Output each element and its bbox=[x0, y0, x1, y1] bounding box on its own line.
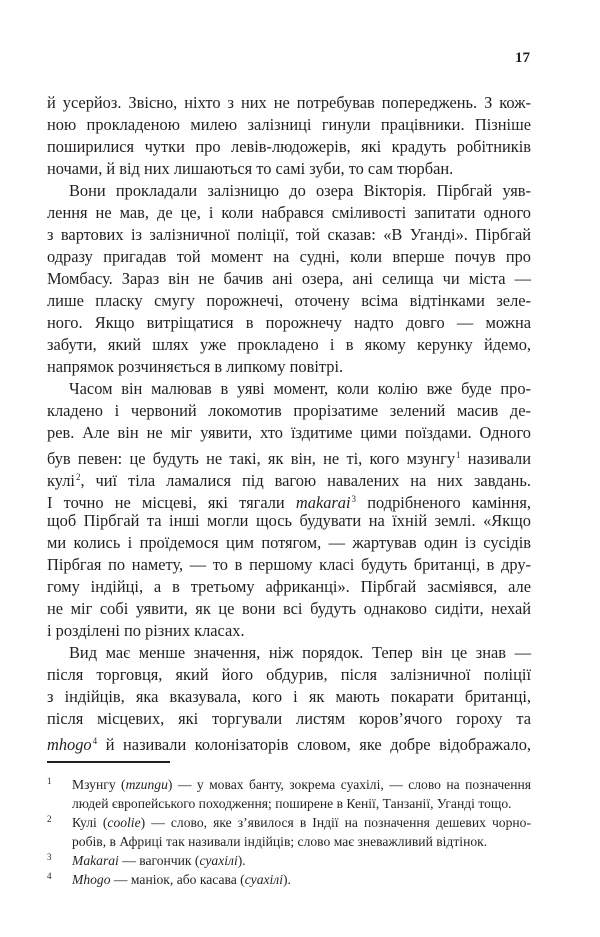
footnote-ref: 3 bbox=[351, 494, 357, 504]
text-line bbox=[47, 180, 531, 202]
text-run: ночами, й від них лишаються то самі зуби, то сам тюрбан. bbox=[47, 159, 454, 178]
text-run: щоб Пірбгай та інші могли щось будувати на їхній землі. «Якщо bbox=[47, 511, 531, 530]
text-run: Кулі ( bbox=[72, 815, 108, 830]
text-run: І точно не місцеві, які тягали bbox=[47, 493, 296, 512]
footnote-ref: 1 bbox=[456, 450, 461, 460]
text-run: лише пласку смугу порожнечі, оточену всіма відтінками зеле- bbox=[47, 291, 531, 310]
footnote-number: 1 bbox=[47, 776, 52, 786]
text-line bbox=[47, 620, 531, 642]
text-run: ) — слово, яке з’явилося в Індії на позначення дешевих чорно- bbox=[140, 815, 532, 830]
footnote-line bbox=[72, 870, 531, 889]
text-run: ) — у мовах банту, зокрема суахілі, — слово на позначення bbox=[167, 777, 531, 792]
text-line bbox=[47, 334, 531, 356]
text-line bbox=[47, 312, 531, 334]
text-run: був певен: це будуть не такі, як він, не ті, кого мзунгу bbox=[47, 449, 456, 468]
text-line bbox=[47, 730, 531, 752]
text-run: одразу пригадав той момент на судні, коли вперше почув про bbox=[47, 247, 531, 266]
text-line bbox=[47, 510, 531, 532]
text-run: Мзунгу ( bbox=[72, 777, 126, 792]
body-text bbox=[47, 92, 531, 752]
text-run: напрямок розчиняється в липкому повітрі. bbox=[47, 357, 344, 376]
text-run: й називали колонізаторів словом, яке добре відображало, bbox=[97, 735, 531, 754]
text-run: Вони прокладали залізницю до озера Вікторія. Пірбгай уяв- bbox=[69, 181, 531, 200]
text-run: й усерйоз. Звісно, ніхто з них не потребував попереджень. З кож- bbox=[47, 93, 531, 112]
footnote-number: 2 bbox=[47, 814, 52, 824]
footnote bbox=[47, 851, 531, 870]
text-line bbox=[47, 554, 531, 576]
text-line bbox=[47, 532, 531, 554]
italic-term: coolie bbox=[107, 815, 141, 830]
text-line bbox=[47, 136, 531, 158]
text-run: Вид має менше значення, ніж порядок. Тепер він це знав — bbox=[69, 643, 531, 662]
italic-term: makarai bbox=[295, 493, 351, 512]
text-run: кладено і червоний локомотив прорізатиме зелений масив де- bbox=[47, 401, 531, 420]
footnote-ref: 4 bbox=[92, 736, 98, 746]
footnote-line bbox=[72, 794, 531, 813]
text-run: гому індійці, а в третьому африканці». Пірбгай засміявся, але bbox=[47, 577, 531, 596]
footnote-line bbox=[72, 775, 531, 794]
text-run: поширилися чутки про левів-людожерів, які крадуть робітників bbox=[47, 137, 531, 156]
text-run: — вагончик ( bbox=[118, 853, 200, 868]
footnote-line bbox=[72, 813, 531, 832]
text-line bbox=[47, 114, 531, 136]
text-line bbox=[47, 488, 531, 510]
text-run: після місцевих, які торгували листям коров’ячого гороху та bbox=[47, 709, 531, 728]
italic-term: суахілі bbox=[244, 872, 284, 887]
text-run: ною прокладеною милею залізниці гинули працівники. Пізніше bbox=[47, 115, 531, 134]
footnote bbox=[47, 775, 531, 813]
text-run: ного. Якщо витріщатися в порожнечу надто довго — можна bbox=[47, 313, 531, 332]
text-line bbox=[47, 290, 531, 312]
text-run: робів, в Африці так називали індійців; слово має зневажливий відтінок. bbox=[72, 834, 488, 849]
footnote-number: 3 bbox=[47, 852, 52, 862]
text-run: ). bbox=[283, 872, 291, 887]
text-run: кулі bbox=[47, 471, 75, 490]
text-line bbox=[47, 92, 531, 114]
italic-term: суахілі bbox=[199, 853, 238, 868]
text-line bbox=[47, 576, 531, 598]
text-run: — маніок, або касава ( bbox=[110, 872, 245, 887]
text-line bbox=[47, 400, 531, 422]
text-run: з індійців, яка вказувала, кого і як мають покарати британці, bbox=[47, 687, 531, 706]
text-line bbox=[47, 598, 531, 620]
text-line bbox=[47, 444, 531, 466]
text-run: рев. Але він не міг уявити, хто їздитиме цими поїздами. Одного bbox=[47, 423, 531, 442]
text-run: подрібненого каміння, bbox=[356, 493, 531, 512]
text-run: Момбасу. Зараз він не бачив ані озера, ані селища чи міста — bbox=[47, 269, 531, 288]
text-run: Часом він малював в уяві момент, коли колію вже буде про- bbox=[69, 379, 531, 398]
text-run: забути, який шлях уже прокладено і в якому керунку йдемо, bbox=[47, 335, 531, 354]
text-line bbox=[47, 664, 531, 686]
text-line bbox=[47, 202, 531, 224]
footnote-separator bbox=[47, 761, 170, 763]
text-run: з вартових із залізничної поліції, той сказав: «В Уганді». Пірбгай bbox=[47, 225, 531, 244]
italic-term: mzungu bbox=[125, 777, 168, 792]
footnote-number: 4 bbox=[47, 871, 52, 881]
text-line bbox=[47, 378, 531, 400]
text-run: ). bbox=[237, 853, 246, 868]
text-line bbox=[47, 158, 531, 180]
text-line bbox=[47, 642, 531, 664]
text-line bbox=[47, 224, 531, 246]
text-run: ми колись і проїдемося цим потягом, — жартував один із сусідів bbox=[47, 533, 531, 552]
italic-term: mhogo bbox=[47, 735, 92, 754]
footnotes bbox=[47, 775, 531, 889]
footnote bbox=[47, 813, 531, 851]
italic-term: Mhogo bbox=[72, 872, 111, 887]
text-line bbox=[47, 422, 531, 444]
page-number: 17 bbox=[515, 50, 530, 66]
italic-term: Makarai bbox=[72, 853, 119, 868]
text-run: після торговця, який його обдурив, після залізничної поліції bbox=[47, 665, 531, 684]
footnote-ref: 2 bbox=[75, 472, 81, 482]
text-run: не міг собі уявити, як це вони всі будуть однаково сидіти, нехай bbox=[47, 599, 531, 618]
text-run: , чиї тіла ламалися під вагою навалених на них завдань. bbox=[80, 471, 531, 490]
text-line bbox=[47, 466, 531, 488]
text-run: Пірбгая по намету, — то в першому класі будуть британці, в дру- bbox=[47, 555, 531, 574]
text-run: лення не мав, де це, і коли набрався сміливості запитати одного bbox=[47, 203, 531, 222]
text-line bbox=[47, 708, 531, 730]
footnote-line bbox=[72, 851, 531, 870]
text-line bbox=[47, 268, 531, 290]
text-line bbox=[47, 686, 531, 708]
text-run: і розділені по різних класах. bbox=[47, 621, 245, 640]
footnote-line bbox=[72, 832, 531, 851]
text-line bbox=[47, 246, 531, 268]
text-run: називали bbox=[460, 449, 531, 468]
footnote bbox=[47, 870, 531, 889]
text-run: людей європейського походження; поширене в Кенії, Танзанії, Уганді тощо. bbox=[72, 796, 512, 811]
text-line bbox=[47, 356, 531, 378]
